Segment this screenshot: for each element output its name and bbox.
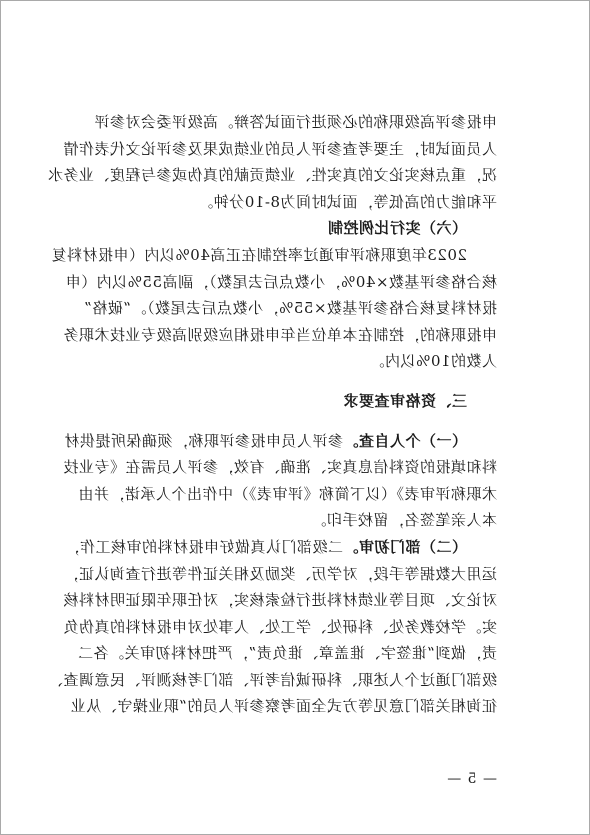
body-line: 对论文、项目等业绩材料进行检索核实，对任职年限证明材料核 bbox=[62, 591, 497, 610]
body-line: 人数的10%以内。 bbox=[369, 352, 497, 371]
body-line: 术职称评审表》（以下简称《评审表》）中作出个人承诺，并由 bbox=[77, 484, 497, 503]
body-line: 况，重点核实论文的真实性、业绩贡献的真伪或参与程度、业务水 bbox=[47, 166, 497, 185]
body-line: 人员面试时，主要考查参评人员的业绩成果及参评论文代表作情 bbox=[62, 139, 497, 158]
body-line: 报材料复核合格参评基数×55%，小数点后去尾数）。“破格” bbox=[83, 299, 497, 318]
body-line: 级部门通过个人述职、科研诚信考评、部门考核测评、民意调查、 bbox=[47, 670, 497, 689]
section-heading-3: 三、资格审查要求 bbox=[342, 391, 467, 410]
page-number: — 5 — bbox=[446, 771, 497, 787]
body-line: 平和能力的高低等，面试时间为8-10分钟。 bbox=[197, 192, 497, 211]
body-line: 征询相关部门意见等方式全面考察参评人员的“职业操守、从业 bbox=[70, 697, 497, 716]
item-1-text: 参评人员申报参评职称，须确保所提供材 bbox=[63, 431, 343, 450]
item-2-text: 二级部门认真做好申报材料的审核工作， bbox=[63, 537, 343, 556]
body-line: 责，做到“谁签字、谁盖章、谁负责”，严把材料初审关。各二 bbox=[77, 644, 497, 663]
body-line: 申报参评高级职称的必须进行面试答辩。高级评委会对参评 bbox=[93, 113, 497, 131]
item-1-title: （一）个人自查。 bbox=[342, 431, 467, 450]
body-line: 运用大数据等手段，对学历、奖励及相关证件等进行查询认证， bbox=[62, 564, 497, 583]
body-line: 本人亲笔签名，留校手印。 bbox=[310, 511, 497, 530]
mirrored-scan bbox=[1, 1, 589, 834]
body-line: 申报职称的，控制在本单位当年申报相应级别高级专业技术职务 bbox=[62, 325, 497, 344]
item-paragraph-first bbox=[63, 534, 497, 561]
body-line: 料和填报的资料信息真实、准确、有效，参评人员需在《专业技 bbox=[62, 458, 497, 477]
item-paragraph-first bbox=[63, 428, 497, 455]
body-line: 核合格参评基数×40%，小数点后去尾数），副高55%以内（申 bbox=[65, 272, 497, 291]
body-line: 2023年度职称评审通过率控制在正高40%以内（申报材料复 bbox=[50, 245, 467, 264]
item-2-title: （二）部门初审。 bbox=[342, 537, 467, 556]
document-body bbox=[47, 109, 497, 720]
body-line: 实。学校教务处、科研处、学工处、人事处对申报材料的真伪负 bbox=[62, 617, 497, 636]
section-heading-6: （六）实行比例控制 bbox=[327, 219, 467, 238]
